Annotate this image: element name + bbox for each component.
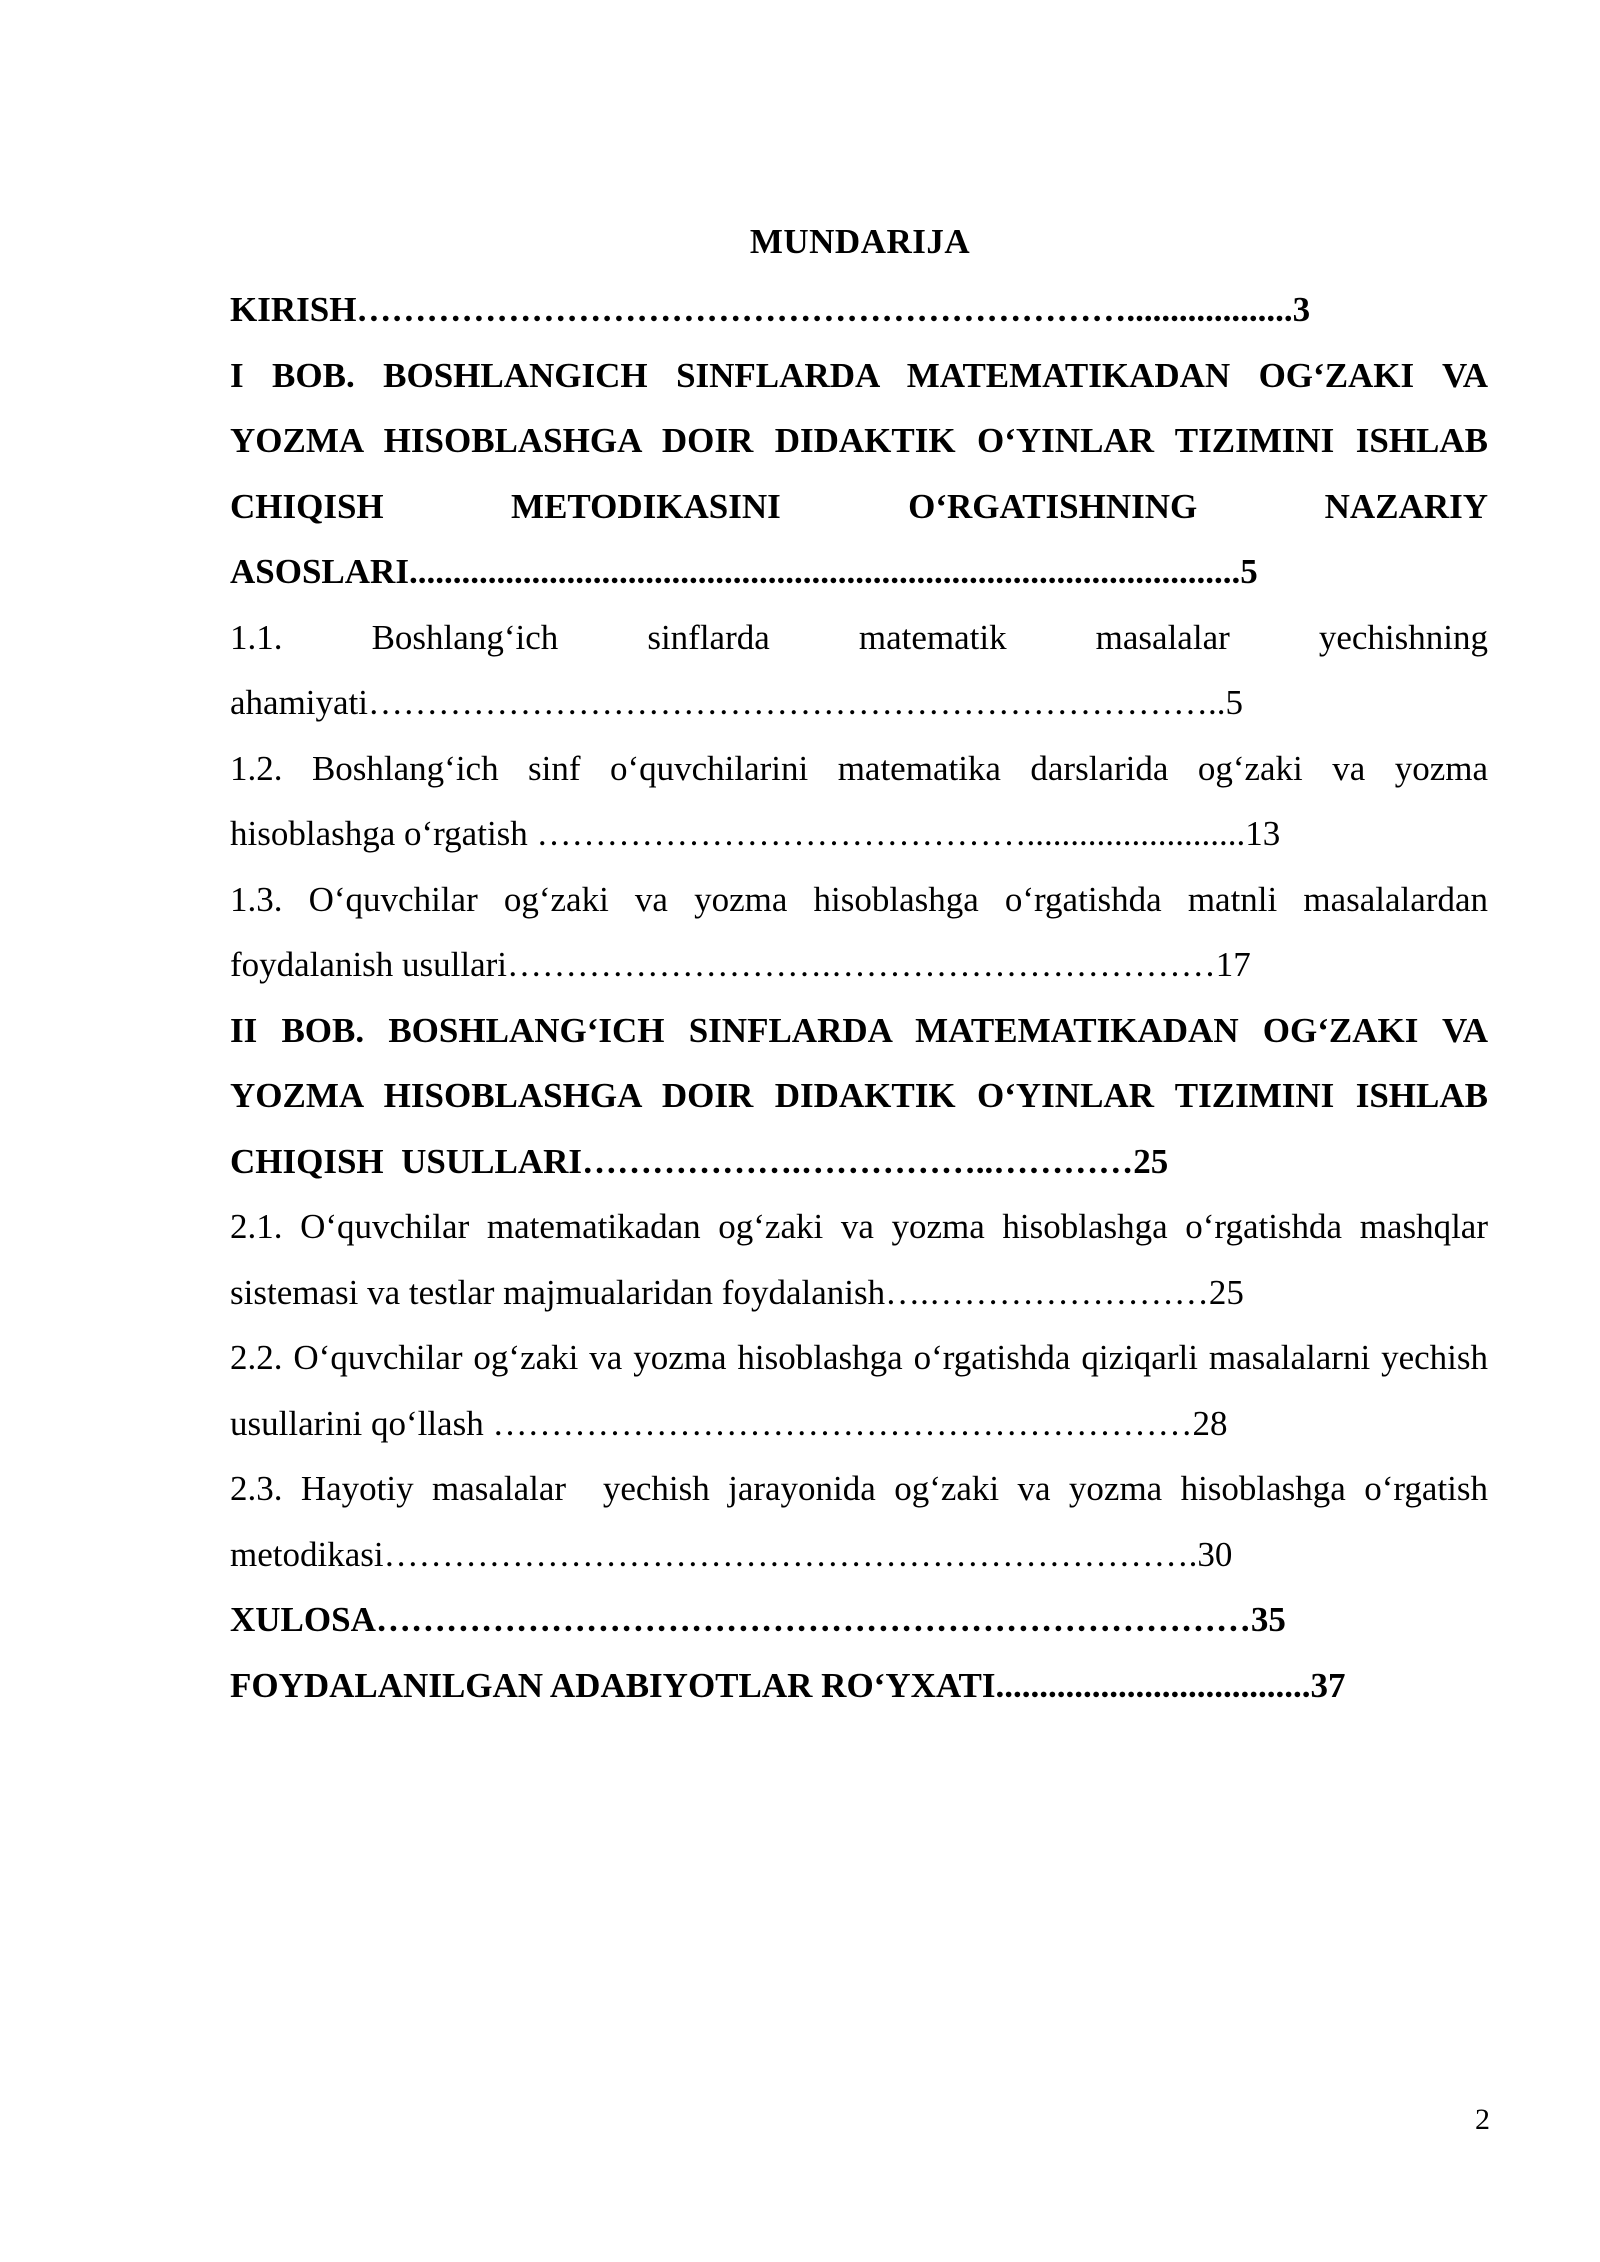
toc-entry-xulosa: XULOSA…………………………………………………………………35 — [230, 1600, 1286, 1639]
toc-entry-section-2-2: 2.2. O‘quvchilar og‘zaki va yozma hisoblashga o‘rgatishda qiziqarli masalalarni yechish usullarini qo‘llash ……………………………………………………28 — [230, 1338, 1497, 1443]
toc-entry-kirish: KIRISH…………………………………………………………...................3 — [230, 290, 1311, 329]
toc-entry-chapter-1: I BOB. BOSHLANGICH SINFLARDA MATEMATIKADAN OG‘ZAKI VA YOZMA HISOBLASHGA DOIR DIDAKTIK O‘YINLAR TIZIMINI ISHLAB CHIQISH METODIKASINI O‘RGATISHNING NAZARIY ASOSLARI...............................................................................................5 — [230, 355, 1497, 591]
toc-entry-section-2-1: 2.1. O‘quvchilar matematikadan og‘zaki va yozma hisoblashga o‘rgatishda mashqlar sistemasi va testlar majmualaridan foydalanish….……………………25 — [230, 1207, 1497, 1312]
page-number: 2 — [1475, 2103, 1490, 2136]
toc-entry-chapter-2: II BOB. BOSHLANG‘ICH SINFLARDA MATEMATIKADAN OG‘ZAKI VA YOZMA HISOBLASHGA DOIR DIDAKTIK O‘YINLAR TIZIMINI ISHLAB CHIQISH USULLARI……………….……………..…………25 — [230, 1010, 1497, 1181]
toc-entry-section-1-2: 1.2. Boshlang‘ich sinf o‘quvchilarini matematika darslarida og‘zaki va yozma hisoblashga o‘rgatish …………………………………….........................13 — [230, 748, 1497, 853]
toc-entry-section-1-1: 1.1. Boshlang‘ich sinflarda matematik masalalar yechishning ahamiyati………………………………………………………………..5 — [230, 617, 1497, 722]
table-of-contents — [230, 277, 1497, 1718]
page-title: MUNDARIJA — [749, 222, 971, 261]
toc-entry-references: FOYDALANILGAN ADABIYOTLAR RO‘YXATI....................................37 — [230, 1665, 1346, 1705]
toc-entry-section-2-3: 2.3. Hayotiy masalalar yechish jarayonida og‘zaki va yozma hisoblashga o‘rgatish metodikasi…………………………………………………………….30 — [230, 1469, 1497, 1574]
toc-entry-section-1-3: 1.3. O‘quvchilar og‘zaki va yozma hisoblashga o‘rgatishda matnli masalalardan foydalanish usullari……………………….……………………………17 — [230, 879, 1497, 984]
